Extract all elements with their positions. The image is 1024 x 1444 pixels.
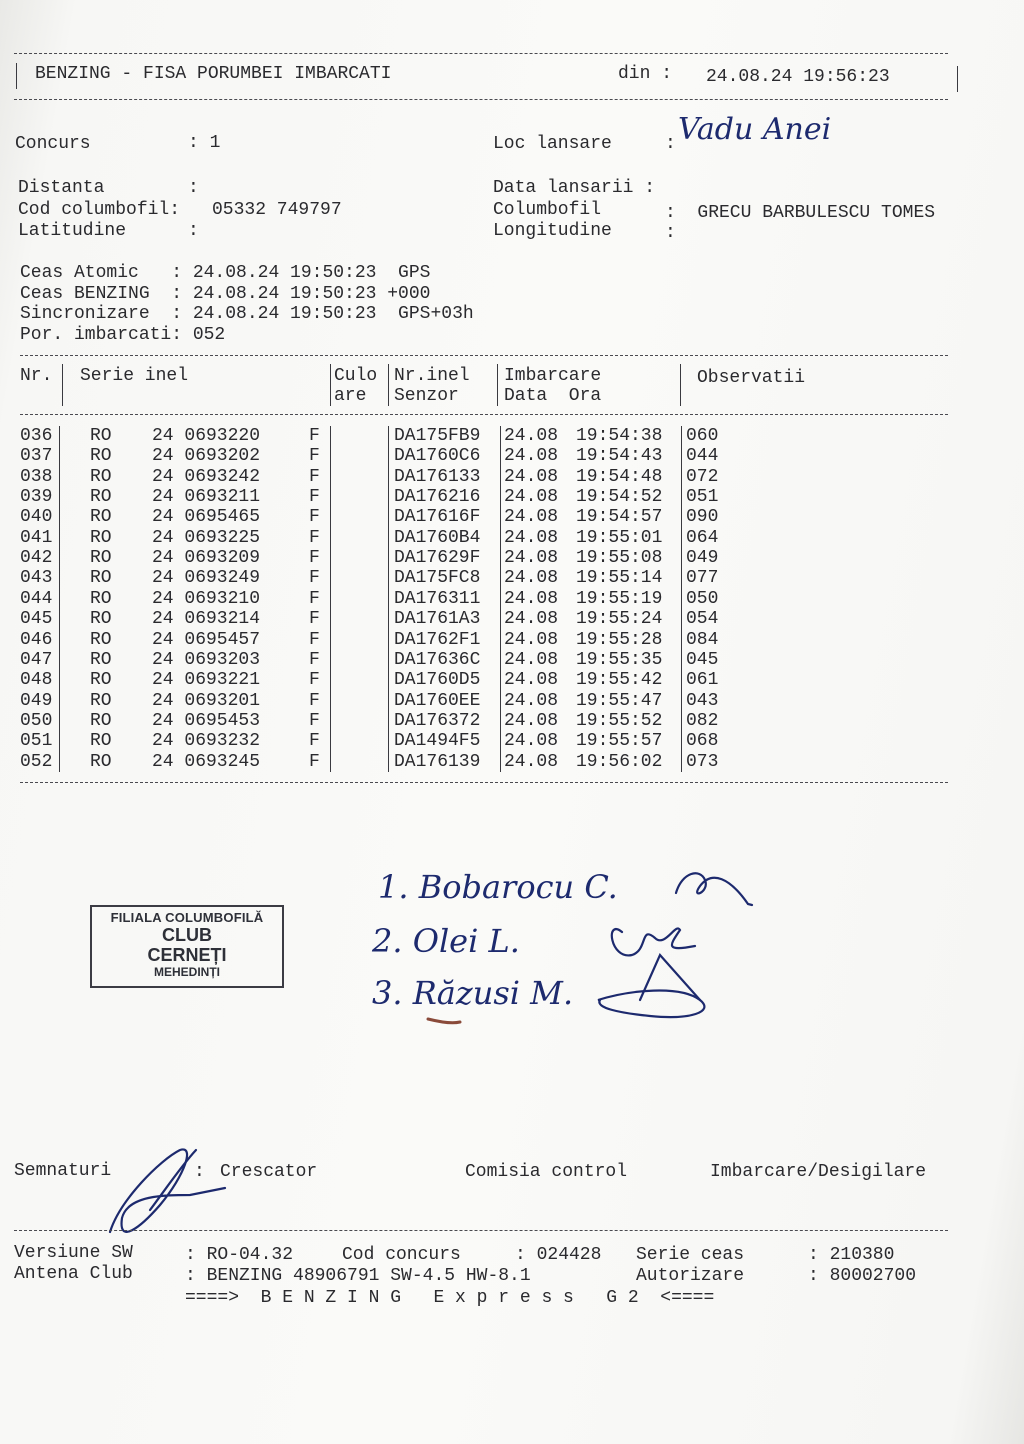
longitudine-value: : <box>665 223 676 243</box>
cell-nr: 045 <box>20 609 53 630</box>
cell-date: 24.08 <box>504 710 559 731</box>
cell-sex: F <box>309 466 320 487</box>
cell-nr: 037 <box>20 446 53 467</box>
cell-observatii: 073 <box>686 751 719 772</box>
cell-country: RO <box>90 609 112 630</box>
cell-sex: F <box>309 568 320 589</box>
cell-sensor-id: DA176372 <box>394 710 481 731</box>
cell-sensor-id: DA175FB9 <box>394 426 481 446</box>
stamp-line-4: MEHEDINȚI <box>154 965 220 979</box>
cell-ring-number: 24 0695457 <box>152 629 261 650</box>
ceas-atomic: Ceas Atomic : 24.08.24 19:50:23 GPS <box>20 263 431 283</box>
cell-date: 24.08 <box>504 446 559 467</box>
cell-sensor-id: DA17616F <box>394 507 481 528</box>
brand-line: ====> B E N Z I N G E x p r e s s G 2 <==== <box>185 1288 715 1308</box>
cell-time: 19:55:28 <box>576 629 663 650</box>
col-header-serie-inel: Serie inel <box>80 366 189 386</box>
cell-date: 24.08 <box>504 731 559 752</box>
cell-nr: 044 <box>20 588 53 609</box>
cell-sex: F <box>309 426 320 446</box>
data-lansarii-label: Data lansarii : <box>493 178 656 198</box>
cell-date: 24.08 <box>504 507 559 528</box>
antena-club-label: Antena Club <box>14 1264 133 1284</box>
cell-date: 24.08 <box>504 629 559 650</box>
cell-sex: F <box>309 487 320 508</box>
page-title: BENZING - FISA PORUMBEI IMBARCATI <box>35 64 392 84</box>
cell-sensor-id: DA17636C <box>394 649 481 670</box>
cell-sex: F <box>309 527 320 548</box>
cell-time: 19:55:35 <box>576 649 663 670</box>
cell-date: 24.08 <box>504 466 559 487</box>
signature-1 <box>676 873 752 905</box>
cell-sex: F <box>309 629 320 650</box>
cell-date: 24.08 <box>504 426 559 446</box>
cell-country: RO <box>90 731 112 752</box>
cell-country: RO <box>90 548 112 569</box>
divider <box>14 1230 948 1231</box>
cell-observatii: 051 <box>686 487 719 508</box>
cell-time: 19:55:42 <box>576 670 663 691</box>
cell-ring-number: 24 0693245 <box>152 751 261 772</box>
cell-nr: 042 <box>20 548 53 569</box>
cell-observatii: 082 <box>686 710 719 731</box>
loc-lansare-label: Loc lansare <box>493 134 612 154</box>
cell-ring-number: 24 0693225 <box>152 527 261 548</box>
stamp-line-3: CERNEȚI <box>147 945 227 965</box>
cell-sensor-id: DA1494F5 <box>394 731 481 752</box>
cell-ring-number: 24 0693209 <box>152 548 261 569</box>
cell-nr: 048 <box>20 670 53 691</box>
cell-time: 19:55:24 <box>576 609 663 630</box>
imbarcare-desigilare-label: Imbarcare/Desigilare <box>710 1162 927 1182</box>
versiune-sw-label: Versiune SW <box>14 1243 133 1263</box>
crescator-label: Crescator <box>220 1162 318 1182</box>
col-header-senzor: Senzor <box>394 386 459 406</box>
cell-observatii: 060 <box>686 426 719 446</box>
cell-sex: F <box>309 446 320 467</box>
signature-crescator <box>110 1149 225 1232</box>
columbofil-label: Columbofil <box>493 200 602 220</box>
col-header-observatii: Observatii <box>697 368 806 388</box>
cell-country: RO <box>90 649 112 670</box>
commission-member-2: 2. Olei L. <box>372 922 520 960</box>
ceas-benzing: Ceas BENZING : 24.08.24 19:50:23 +000 <box>20 284 431 304</box>
cell-time: 19:54:43 <box>576 446 663 467</box>
col-header-nr-inel: Nr.inel <box>394 366 470 386</box>
cell-time: 19:55:01 <box>576 527 663 548</box>
cell-country: RO <box>90 751 112 772</box>
latitudine-label: Latitudine <box>18 221 127 241</box>
cell-observatii: 050 <box>686 588 719 609</box>
cell-date: 24.08 <box>504 527 559 548</box>
cell-date: 24.08 <box>504 609 559 630</box>
semnaturi-colon: : <box>194 1162 205 1182</box>
cell-time: 19:54:48 <box>576 466 663 487</box>
cell-nr: 043 <box>20 568 53 589</box>
cell-date: 24.08 <box>504 487 559 508</box>
cell-date: 24.08 <box>504 751 559 772</box>
distanta-label: Distanta <box>18 178 105 198</box>
cell-sex: F <box>309 731 320 752</box>
col-header-nr: Nr. <box>20 366 53 386</box>
cell-sex: F <box>309 751 320 772</box>
cell-time: 19:54:57 <box>576 507 663 528</box>
col-header-culoare: Culo <box>334 366 378 386</box>
cell-time: 19:55:08 <box>576 548 663 569</box>
serie-ceas-value: : 210380 <box>808 1245 895 1265</box>
cell-nr: 041 <box>20 527 53 548</box>
print-date-label: din : <box>618 64 673 84</box>
cell-ring-number: 24 0693249 <box>152 568 261 589</box>
signature-crescator-stroke <box>150 1150 196 1210</box>
loc-lansare-colon: : <box>665 134 676 154</box>
cell-observatii: 064 <box>686 527 719 548</box>
commission-member-3: 3. Răzusi M. <box>372 974 574 1012</box>
cell-ring-number: 24 0695465 <box>152 507 261 528</box>
signature-3 <box>598 991 704 1018</box>
cell-ring-number: 24 0693214 <box>152 609 261 630</box>
semnaturi-label: Semnaturi <box>14 1161 112 1181</box>
print-date-value: 24.08.24 19:56:23 <box>706 67 890 87</box>
cell-observatii: 077 <box>686 568 719 589</box>
cell-country: RO <box>90 446 112 467</box>
cell-ring-number: 24 0693220 <box>152 426 261 446</box>
latitudine-value: : <box>188 221 199 241</box>
cell-sensor-id: DA17629F <box>394 548 481 569</box>
cell-sex: F <box>309 670 320 691</box>
cell-observatii: 090 <box>686 507 719 528</box>
cell-ring-number: 24 0693203 <box>152 649 261 670</box>
cell-sex: F <box>309 710 320 731</box>
commission-member-1: 1. Bobarocu C. <box>378 868 618 906</box>
cell-sensor-id: DA176216 <box>394 487 481 508</box>
autorizare-label: Autorizare <box>636 1266 745 1286</box>
columbofil-value: : GRECU BARBULESCU TOMES <box>665 203 936 223</box>
cod-columbofil-label: Cod columbofil: <box>18 200 181 220</box>
cell-ring-number: 24 0693201 <box>152 690 261 711</box>
cell-observatii: 049 <box>686 548 719 569</box>
cell-ring-number: 24 0693211 <box>152 487 261 508</box>
signature-3-peak <box>640 955 700 1000</box>
cell-time: 19:55:57 <box>576 731 663 752</box>
cell-country: RO <box>90 487 112 508</box>
cell-date: 24.08 <box>504 690 559 711</box>
cod-concurs-value: : 024428 <box>515 1245 602 1265</box>
cell-country: RO <box>90 629 112 650</box>
longitudine-label: Longitudine <box>493 221 612 241</box>
cell-observatii: 044 <box>686 446 719 467</box>
cell-nr: 052 <box>20 751 53 772</box>
cell-country: RO <box>90 690 112 711</box>
cell-nr: 050 <box>20 710 53 731</box>
distanta-value: : <box>188 178 199 198</box>
cell-nr: 051 <box>20 731 53 752</box>
cell-time: 19:55:52 <box>576 710 663 731</box>
cell-date: 24.08 <box>504 568 559 589</box>
loc-lansare-handwritten: Vadu Anei <box>678 112 832 147</box>
cell-observatii: 084 <box>686 629 719 650</box>
cell-nr: 039 <box>20 487 53 508</box>
cell-sensor-id: DA1760B4 <box>394 527 481 548</box>
cell-nr: 046 <box>20 629 53 650</box>
cell-country: RO <box>90 466 112 487</box>
cell-sensor-id: DA1760D5 <box>394 670 481 691</box>
cell-nr: 038 <box>20 466 53 487</box>
cell-country: RO <box>90 710 112 731</box>
cell-date: 24.08 <box>504 649 559 670</box>
cell-nr: 049 <box>20 690 53 711</box>
autorizare-value: : 80002700 <box>808 1266 917 1286</box>
cell-observatii: 054 <box>686 609 719 630</box>
signature-2 <box>612 928 695 955</box>
cell-sex: F <box>309 690 320 711</box>
col-header-data-ora: Data Ora <box>504 386 602 406</box>
cell-ring-number: 24 0693202 <box>152 446 261 467</box>
cell-time: 19:55:19 <box>576 588 663 609</box>
cell-observatii: 068 <box>686 731 719 752</box>
cell-time: 19:56:02 <box>576 751 663 772</box>
cell-ring-number: 24 0693210 <box>152 588 261 609</box>
cell-observatii: 045 <box>686 649 719 670</box>
cell-sex: F <box>309 609 320 630</box>
cell-time: 19:54:38 <box>576 426 663 446</box>
cell-country: RO <box>90 507 112 528</box>
cell-time: 19:55:47 <box>576 690 663 711</box>
cell-time: 19:54:52 <box>576 487 663 508</box>
cod-columbofil-value: 05332 749797 <box>212 200 342 220</box>
sincronizare: Sincronizare : 24.08.24 19:50:23 GPS+03h <box>20 304 474 324</box>
cell-sensor-id: DA1760C6 <box>394 446 481 467</box>
cell-sex: F <box>309 649 320 670</box>
cell-ring-number: 24 0693232 <box>152 731 261 752</box>
comisia-control-label: Comisia control <box>465 1162 628 1182</box>
concurs-value: : 1 <box>188 133 221 153</box>
col-header-imbarcare: Imbarcare <box>504 366 602 386</box>
cell-sex: F <box>309 588 320 609</box>
cell-country: RO <box>90 568 112 589</box>
cell-sensor-id: DA176311 <box>394 588 481 609</box>
porumbei-imbarcati: Por. imbarcati: 052 <box>20 325 226 345</box>
cell-sensor-id: DA175FC8 <box>394 568 481 589</box>
cell-sensor-id: DA1761A3 <box>394 609 481 630</box>
cell-country: RO <box>90 588 112 609</box>
cell-nr: 036 <box>20 426 53 446</box>
cell-sex: F <box>309 507 320 528</box>
cell-date: 24.08 <box>504 670 559 691</box>
cell-observatii: 043 <box>686 690 719 711</box>
cell-sensor-id: DA1762F1 <box>394 629 481 650</box>
cell-country: RO <box>90 670 112 691</box>
cell-observatii: 061 <box>686 670 719 691</box>
cell-ring-number: 24 0693221 <box>152 670 261 691</box>
serie-ceas-label: Serie ceas <box>636 1245 745 1265</box>
concurs-label: Concurs <box>15 134 91 154</box>
cell-time: 19:55:14 <box>576 568 663 589</box>
cell-observatii: 072 <box>686 466 719 487</box>
stamp-line-1: FILIALA COLUMBOFILĂ <box>110 910 264 925</box>
cell-date: 24.08 <box>504 548 559 569</box>
cell-sex: F <box>309 548 320 569</box>
col-header-culoare-2: are <box>334 386 367 406</box>
stamp-line-2: CLUB <box>162 925 212 945</box>
cell-ring-number: 24 0695453 <box>152 710 261 731</box>
ink-smudge <box>428 1019 460 1023</box>
cell-sensor-id: DA176139 <box>394 751 481 772</box>
cell-country: RO <box>90 527 112 548</box>
versiune-sw-value: : RO-04.32 <box>185 1245 294 1265</box>
cell-nr: 040 <box>20 507 53 528</box>
cell-country: RO <box>90 426 112 446</box>
cell-ring-number: 24 0693242 <box>152 466 261 487</box>
antena-club-value: : BENZING 48906791 SW-4.5 HW-8.1 <box>185 1266 531 1286</box>
cell-date: 24.08 <box>504 588 559 609</box>
cod-concurs-label: Cod concurs <box>342 1245 461 1265</box>
cell-sensor-id: DA1760EE <box>394 690 481 711</box>
cell-nr: 047 <box>20 649 53 670</box>
cell-sensor-id: DA176133 <box>394 466 481 487</box>
